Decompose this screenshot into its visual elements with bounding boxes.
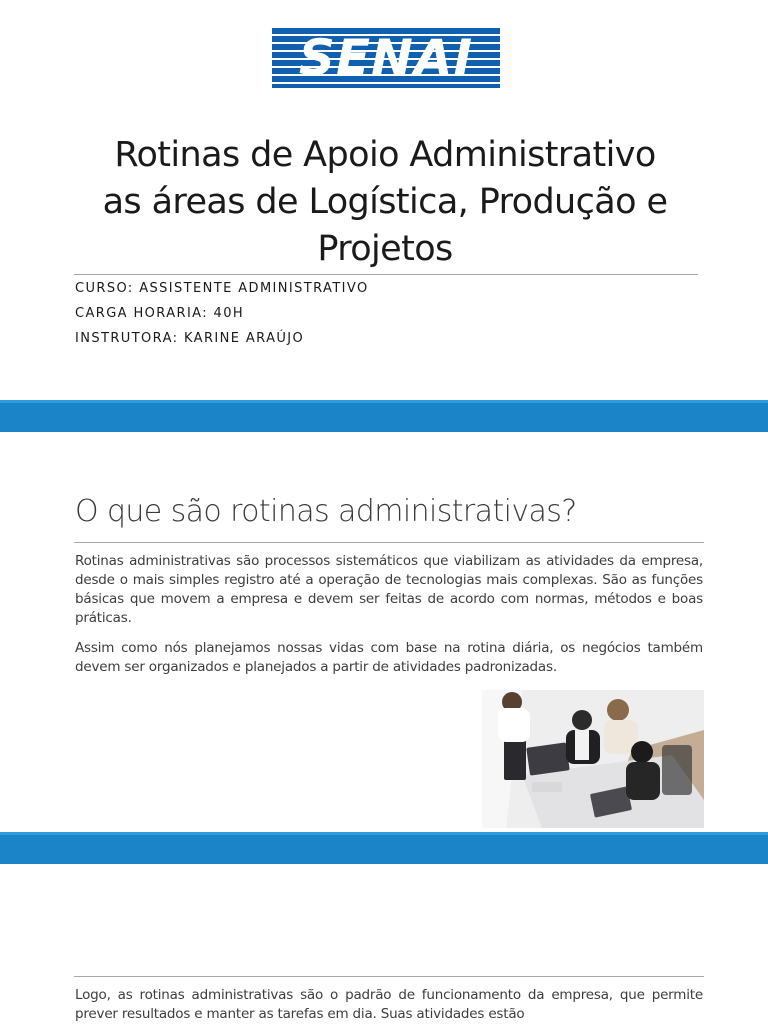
slide-separator <box>0 400 768 432</box>
team-meeting-illustration <box>482 690 704 828</box>
title-line-2: as áreas de Logística, Produção e <box>102 182 668 222</box>
presentation-title <box>40 132 730 273</box>
heading-divider-3 <box>74 976 704 977</box>
instructor-info: INSTRUTORA: KARINE ARAÚJO <box>75 331 305 346</box>
slide-title <box>0 0 768 400</box>
course-info: CURSO: ASSISTENTE ADMINISTRATIVO <box>75 281 369 296</box>
title-divider <box>74 274 698 275</box>
slide-routines <box>0 432 768 832</box>
title-line-3: Projetos <box>317 229 453 269</box>
slide-separator-2 <box>0 832 768 864</box>
paragraph-definition: Rotinas administrativas são processos sistemáticos que viabilizam as atividades da empresa, desde o mais simples registro até a operação de tecnologias mais complexas. São as funções básicas que movem a empresa e devem ser feitas de acordo com normas, métodos e boas práticas. <box>75 553 703 626</box>
heading-divider <box>74 542 704 543</box>
slide-heading: O que são rotinas administrativas? <box>75 494 577 529</box>
paragraph-conclusion: Logo, as rotinas administrativas são o padrão de funcionamento da empresa, que permite prever resultados e manter as tarefas em dia. Suas atividades estão <box>75 987 703 1022</box>
logo-text: SENAI <box>298 29 474 87</box>
title-line-1: Rotinas de Apoio Administrativo <box>114 135 656 175</box>
paragraph-analogy: Assim como nós planejamos nossas vidas com base na rotina diária, os negócios também devem ser organizados e planejados a partir de atividades padronizadas. <box>75 640 703 675</box>
team-meeting-image <box>482 690 704 828</box>
senai-logo <box>272 28 500 88</box>
workload-info: CARGA HORARIA: 40H <box>75 306 245 321</box>
slide-conclusion <box>0 864 768 1024</box>
